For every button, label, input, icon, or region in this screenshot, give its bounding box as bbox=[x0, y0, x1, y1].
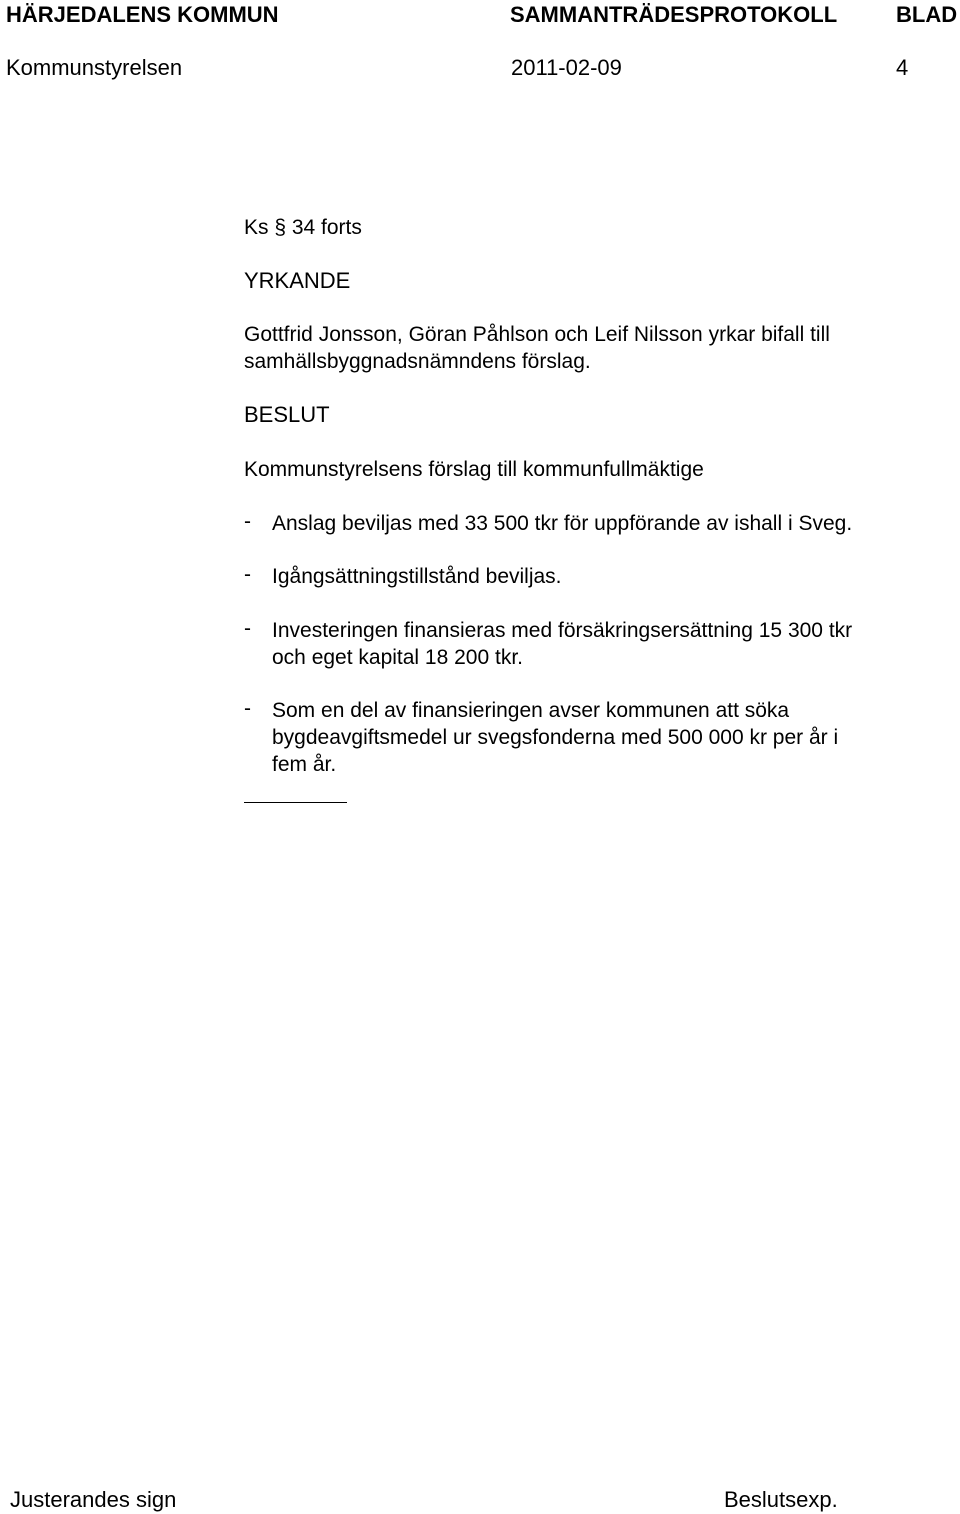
list-item-line: bygdeavgiftsmedel ur svegsfonderna med 500 000 kr per år i bbox=[272, 726, 839, 749]
list-dash: - bbox=[244, 563, 251, 586]
yrkande-heading: YRKANDE bbox=[244, 268, 351, 293]
beslutsexp-label: Beslutsexp. bbox=[724, 1487, 838, 1512]
yrkande-line-2: samhällsbyggnadsnämndens förslag. bbox=[244, 350, 591, 373]
list-dash: - bbox=[244, 697, 251, 720]
justerandes-sign-label: Justerandes sign bbox=[10, 1487, 177, 1512]
list-item bbox=[272, 697, 838, 778]
list-item-line: Anslag beviljas med 33 500 tkr för uppförande av ishall i Sveg. bbox=[272, 512, 853, 535]
list-item-line: Investeringen finansieras med försäkringsersättning 15 300 tkr bbox=[272, 619, 853, 642]
list-item-line: och eget kapital 18 200 tkr. bbox=[272, 646, 524, 669]
organization-name: HÄRJEDALENS KOMMUN bbox=[6, 2, 279, 27]
list-item-line: Igångsättningstillstånd beviljas. bbox=[272, 565, 562, 588]
list-item bbox=[272, 617, 852, 671]
beslut-heading: BESLUT bbox=[244, 402, 330, 427]
blad-label: BLAD bbox=[896, 2, 958, 27]
list-dash: - bbox=[244, 617, 251, 640]
list-item bbox=[272, 510, 852, 537]
page-number: 4 bbox=[896, 55, 909, 80]
list-item-line: Som en del av finansieringen avser kommunen att söka bbox=[272, 699, 790, 722]
beslut-intro: Kommunstyrelsens förslag till kommunfullmäktige bbox=[244, 458, 704, 481]
list-dash: - bbox=[244, 510, 251, 533]
meeting-date: 2011-02-09 bbox=[511, 55, 622, 80]
document-type: SAMMANTRÄDESPROTOKOLL bbox=[510, 2, 838, 27]
section-reference: Ks § 34 forts bbox=[244, 216, 362, 239]
section-end-rule bbox=[244, 802, 347, 803]
yrkande-line-1: Gottfrid Jonsson, Göran Påhlson och Leif Nilsson yrkar bifall till bbox=[244, 323, 830, 346]
body-name: Kommunstyrelsen bbox=[6, 55, 183, 80]
list-item bbox=[272, 563, 562, 590]
list-item-line: fem år. bbox=[272, 753, 337, 776]
